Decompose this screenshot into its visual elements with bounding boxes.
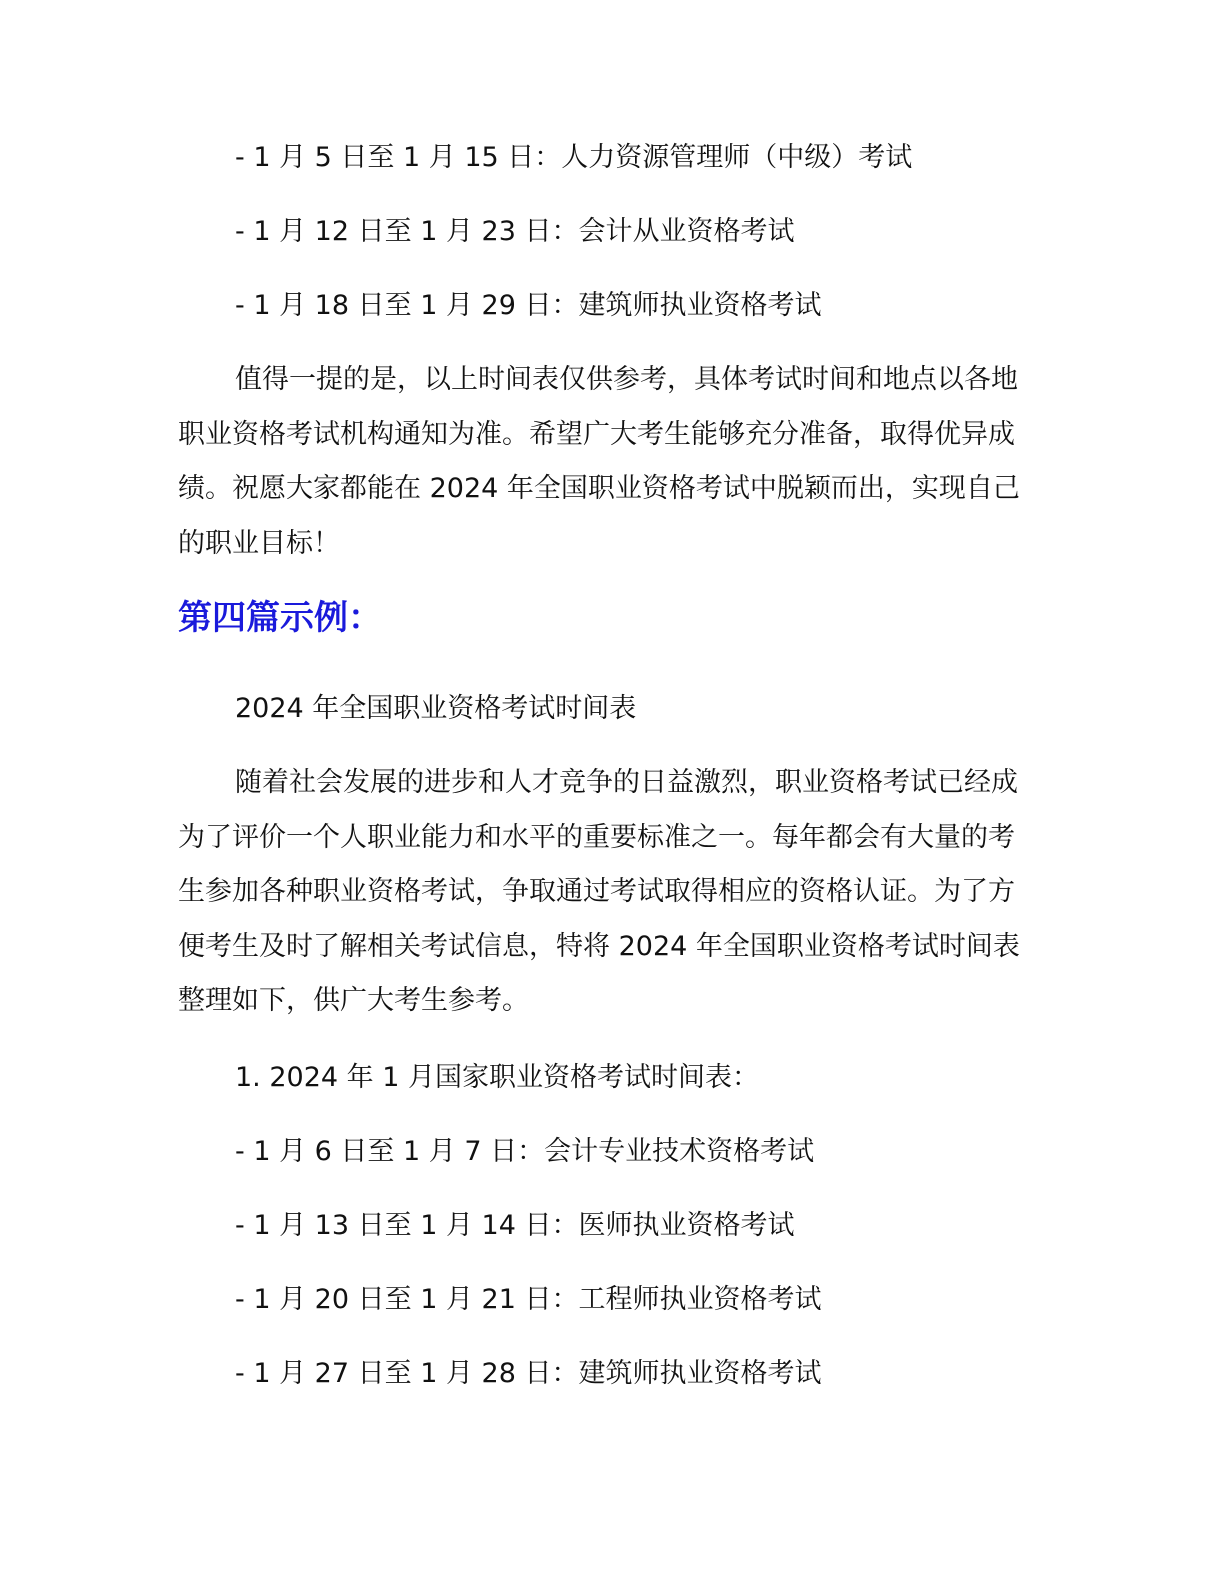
note-paragraph: 值得一提的是，以上时间表仅供参考，具体考试时间和地点以各地职业资格考试机构通知为准。希望广大考生能够充分准备，取得优异成绩。祝愿大家都能在 2024 年全国职业资格考试中脱颖而出，实现自己的职业目标！ xyxy=(178,364,1020,559)
exam-schedule-item: - 1 月 13 日至 1 月 14 日：医师执业资格考试 xyxy=(235,1210,795,1241)
exam-schedule-item: - 1 月 20 日至 1 月 21 日：工程师执业资格考试 xyxy=(235,1284,822,1315)
exam-schedule-item: - 1 月 12 日至 1 月 23 日：会计从业资格考试 xyxy=(235,216,795,247)
intro-paragraph: 随着社会发展的进步和人才竞争的日益激烈，职业资格考试已经成为了评价一个人职业能力和水平的重要标准之一。每年都会有大量的考生参加各种职业资格考试，争取通过考试取得相应的资格认证。为了方便考生及时了解相关考试信息，特将 2024 年全国职业资格考试时间表整理如下，供广大考生参考。 xyxy=(178,767,1020,1016)
section-heading: 第四篇示例： xyxy=(178,598,382,638)
exam-schedule-item: - 1 月 6 日至 1 月 7 日：会计专业技术资格考试 xyxy=(235,1136,815,1167)
exam-schedule-item: - 1 月 18 日至 1 月 29 日：建筑师执业资格考试 xyxy=(235,290,822,321)
article-title: 2024 年全国职业资格考试时间表 xyxy=(235,693,637,724)
exam-schedule-item: - 1 月 5 日至 1 月 15 日：人力资源管理师（中级）考试 xyxy=(235,142,913,173)
list-heading: 1. 2024 年 1 月国家职业资格考试时间表： xyxy=(235,1062,759,1093)
exam-schedule-item: - 1 月 27 日至 1 月 28 日：建筑师执业资格考试 xyxy=(235,1358,822,1389)
